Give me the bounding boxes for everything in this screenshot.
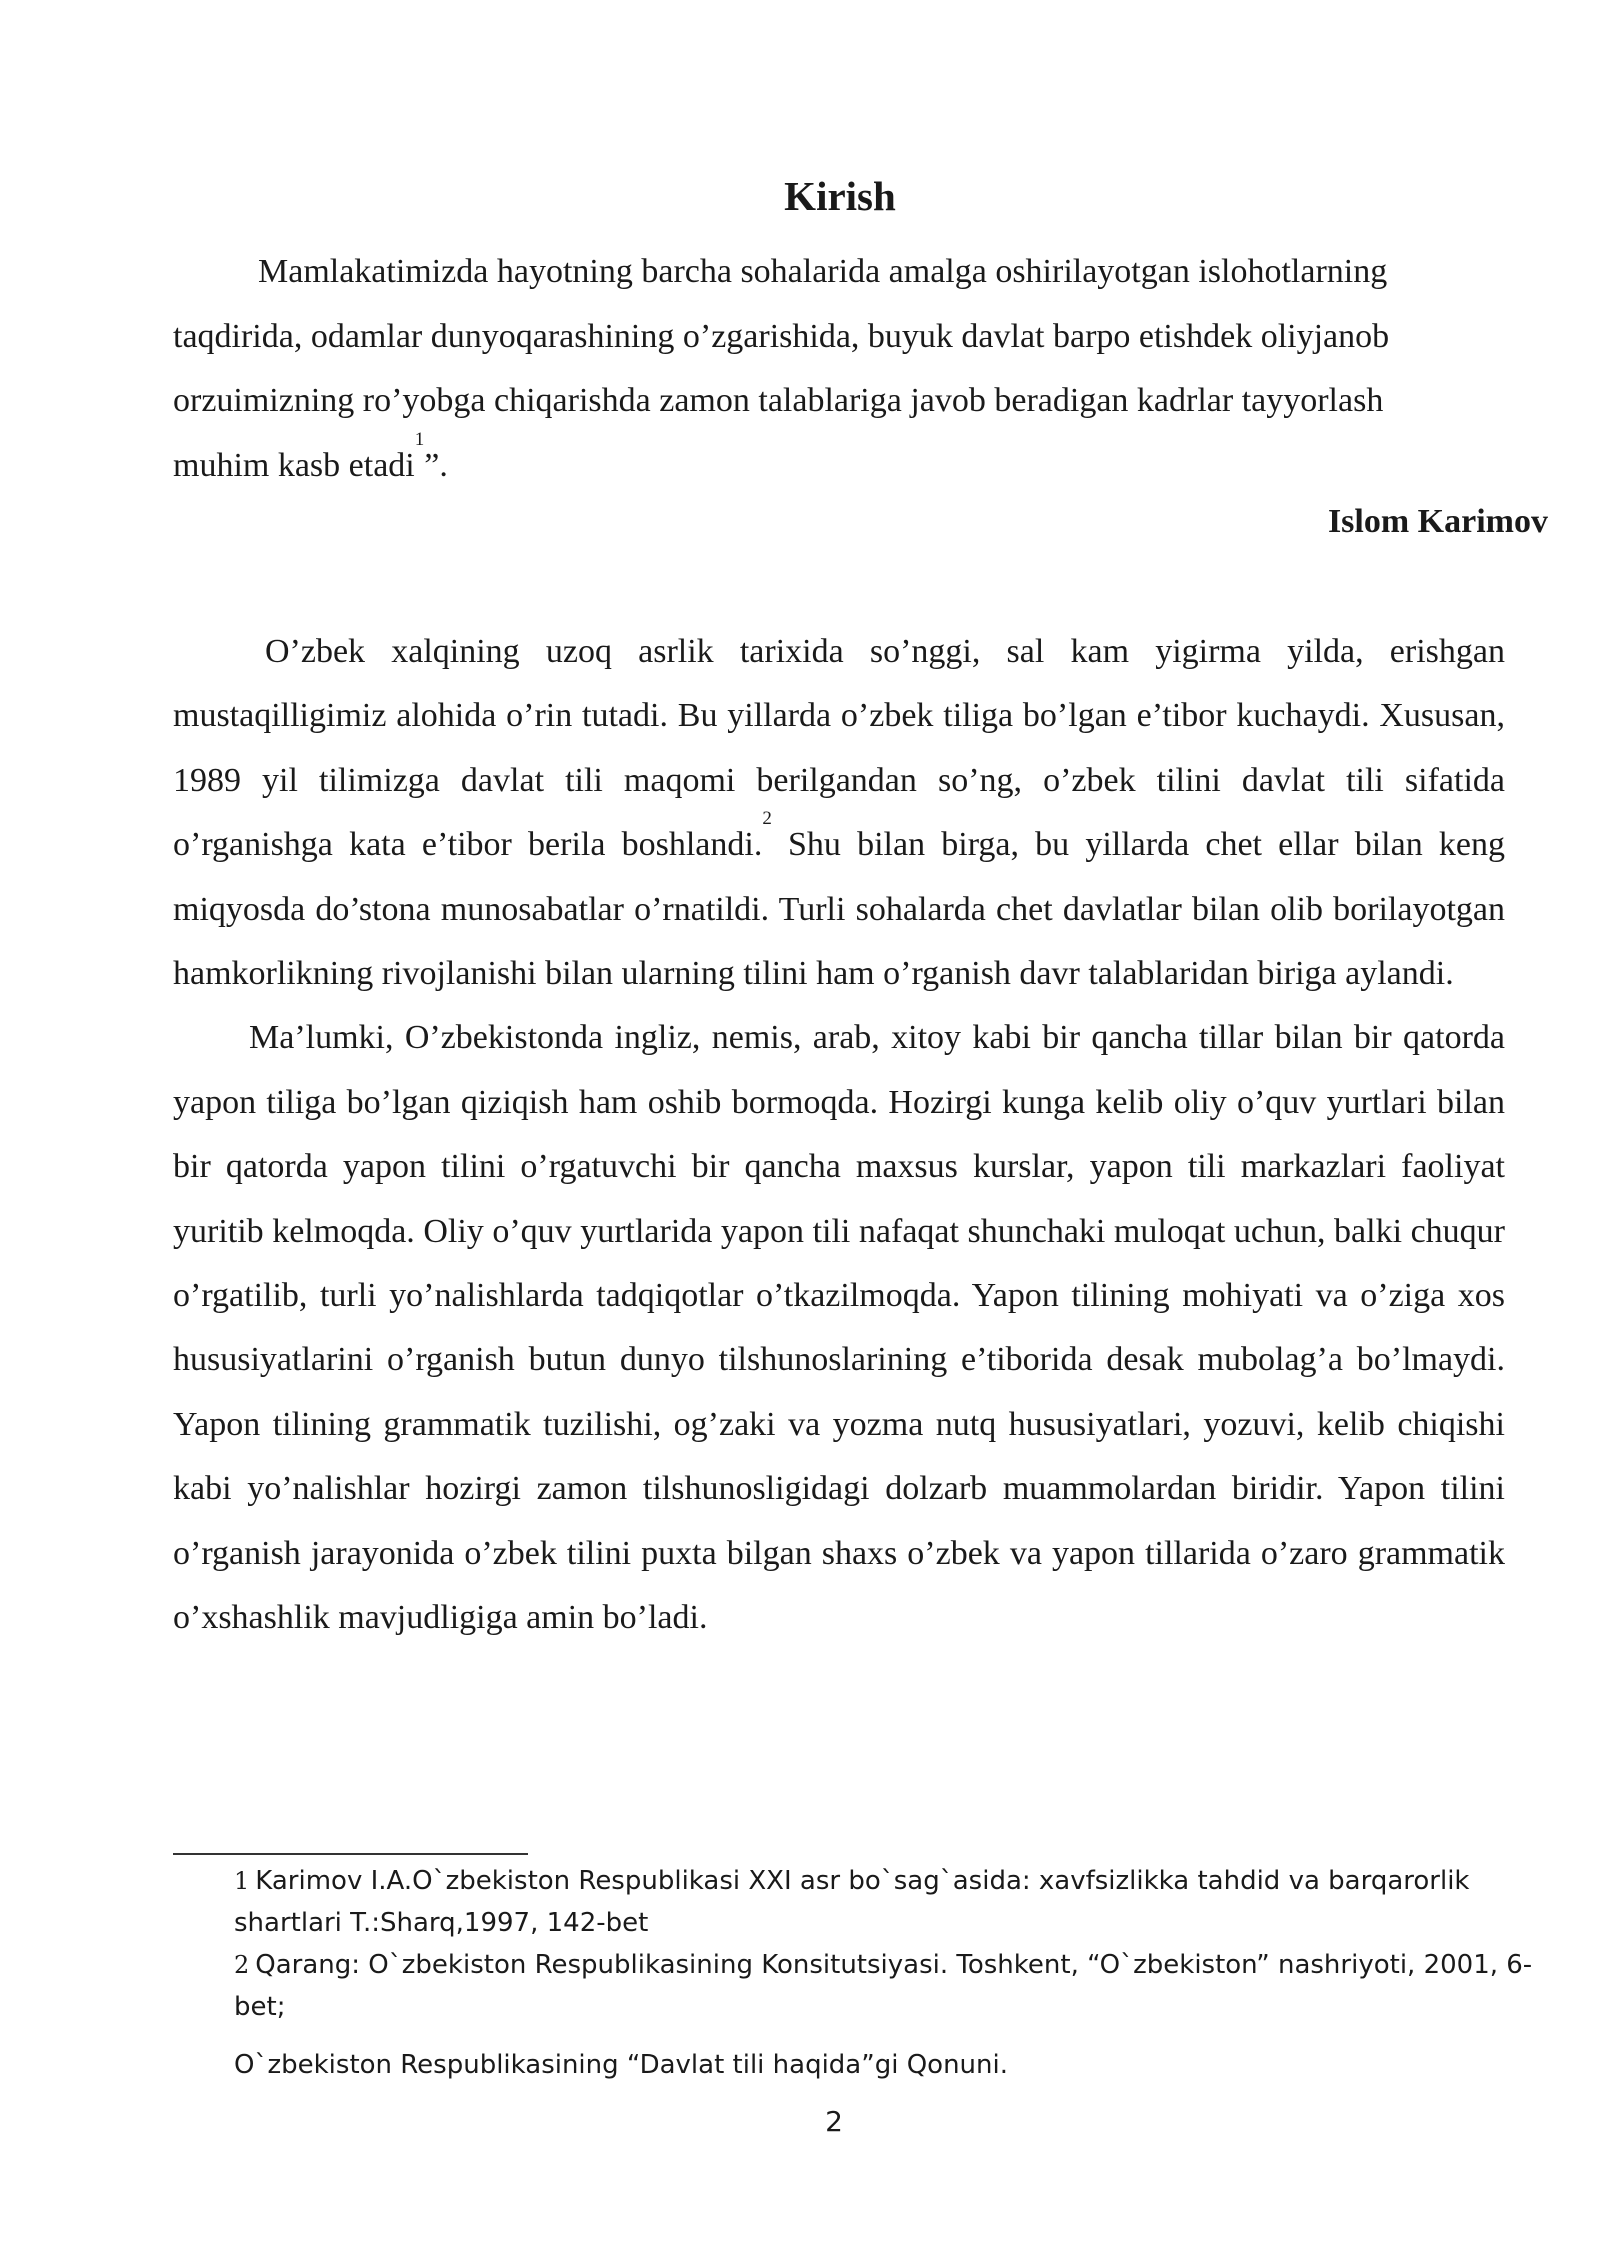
paragraph-2: Ma’lumki, O’zbekistonda ingliz, nemis, arab, xitoy kabi bir qancha tillar bilan bir qatorda yapon tiliga bo’lgan qiziqish ham oshib bormoqda. Hozirgi kunga kelib oliy o’quv yurtlari bilan bir qatorda yapon tilini o’rgatuvchi bir qancha maxsus kurslar, yapon tili markazlari faoliyat yuritib kelmoqda. Oliy o’quv yurtlarida yapon tili nafaqat shunchaki muloqat uchun, balki chuqur o’rgatilib, turli yo’nalishlarda tadqiqotlar o’tkazilmoqda. Yapon tilining mohiyati va o’ziga xos hususiyatlarini o’rganish butun dunyo tilshunoslarining e’tiborida desak mubolag’a bo’lmaydi. Yapon tilining grammatik tuzilishi, og’zaki va yozma nutq hususiyatlari, yozuvi, kelib chiqishi kabi yo’nalishlar hozirgi zamon tilshunosligidagi dolzarb muammolardan biridir. Yapon tilini o’rganish jarayonida o’zbek tilini puxta bilgan shaxs o’zbek va yapon tillarida o’zaro grammatik o’xshashlik mavjudligiga amin bo’ladi. [173,1019,1505,1637]
epigraph-line: Mamlakatimizda hayotning barcha sohalarida amalga oshirilayotgan islohotlarning [258,253,1388,290]
epigraph-closing: ”. [424,446,448,484]
body-text [173,620,1505,1651]
footnotes [234,1860,1574,2086]
epigraph-last-line [173,428,1505,499]
footnote-ref-2[interactable]: 2 [762,808,772,830]
epigraph-line: taqdirida, odamlar dunyoqarashining o’zgarishida, buyuk davlat barpo etishdek oliyjanob [173,317,1390,355]
epigraph-author: Islom Karimov [1327,503,1548,540]
footnote-1 [234,1860,1574,1944]
epigraph-line: orzuimizning ro’yobga chiqarishda zamon talablariga javob beradigan kadrlar tayyorlash [173,382,1384,419]
epigraph-line: muhim kasb etadi [173,446,415,484]
page-title: Kirish [784,173,896,219]
epigraph-quote [173,240,1505,498]
paragraph-1-text-a: O’zbek xalqining uzoq asrlik tarixida so’nggi, sal kam yigirma yilda, erishgan mustaqilligimiz alohida o’rin tutadi. Bu yillarda o’zbek tiliga bo’lgan e’tibor kuchaydi. Xususan, 1989 yil tilimizga davlat tili maqomi berilgandan so’ng, o’zbek tilini davlat tili sifatida o’rganishga kata e’tibor berila boshlandi. [173,633,1505,864]
page-number: 2 [825,2105,843,2138]
footnote-2 [234,1944,1574,2028]
footnote-text: Karimov I.A.O`zbekiston Respublikasi XXI asr bo`sag`asida: xavfsizlikka tahdid va barqarorlik shartlari T.:Sharq,1997, 142-bet [234,1866,1470,1938]
footnote-divider [173,1853,528,1855]
footnote-text: Qarang: O`zbekiston Respublikasining Konsitutsiyasi. Toshkent, “O`zbekiston” nashriyoti, 2001, 6-bet; [234,1950,1533,2022]
paragraph-1-text-b: Shu bilan birga, bu yillarda chet ellar bilan keng miqyosda do’stona munosabatlar o’rnatildi. Turli sohalarda chet davlatlar bilan olib borilayotgan hamkorlikning rivojlanishi bilan ularning tilini ham o’rganish davr talablaridan biriga aylandi. [173,826,1505,993]
footnote-2-continuation: O`zbekiston Respublikasining “Davlat tili haqida”gi Qonuni. [234,2050,1008,2080]
paragraph-1 [173,620,1505,1006]
footnote-number: 1 [234,1867,250,1895]
footnote-number: 2 [234,1951,250,1979]
footnote-ref-1[interactable]: 1 [414,428,425,450]
